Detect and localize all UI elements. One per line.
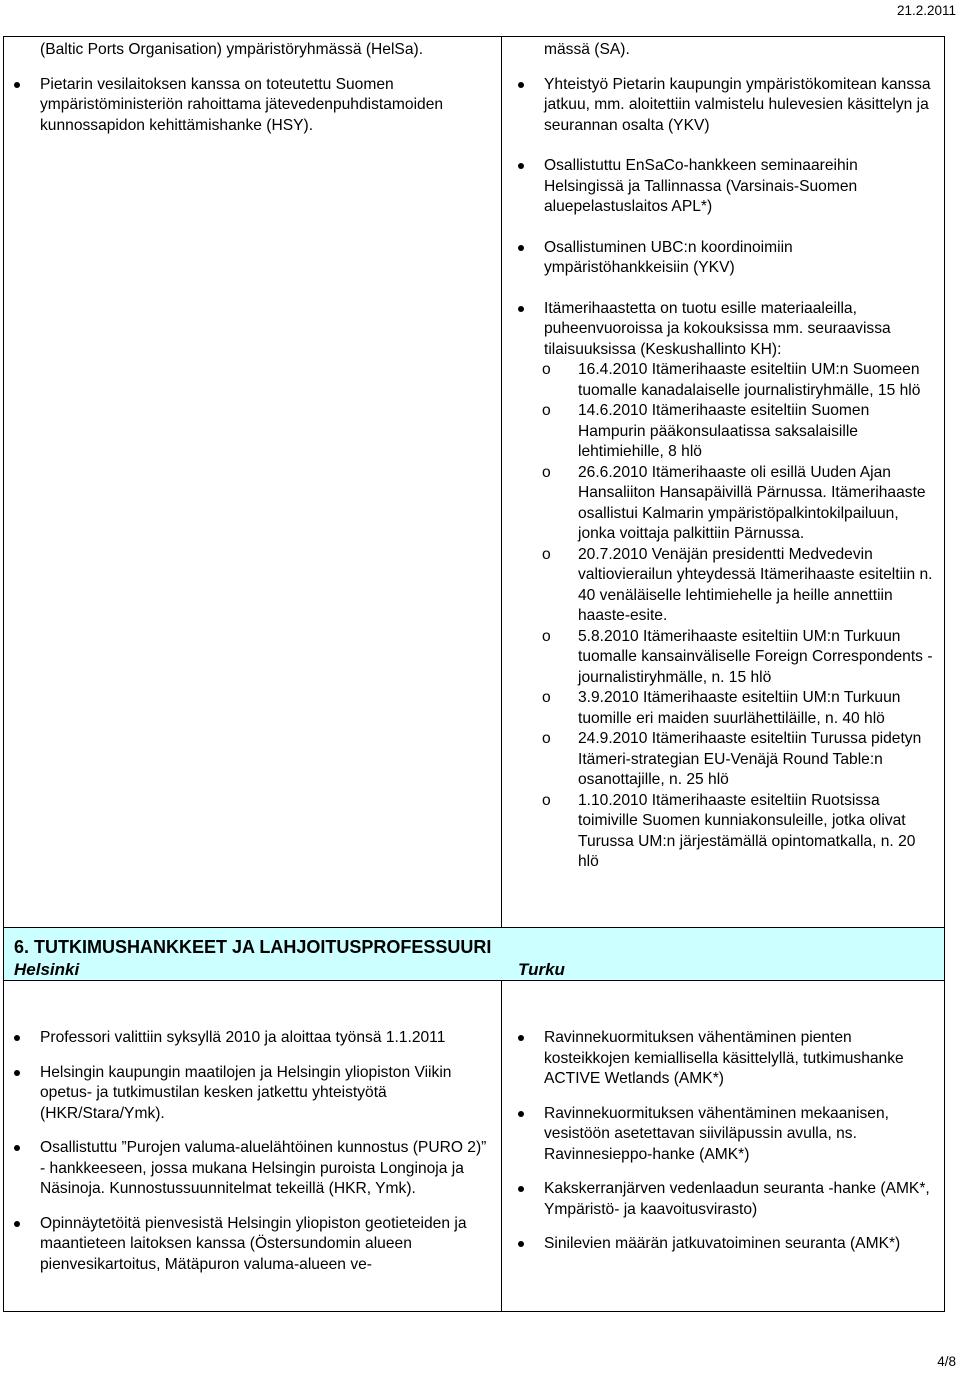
list-item: Yhteistyö Pietarin kaupungin ympäristökomitean kanssa jatkuu, mm. aloitettiin valmistelu hulevesien käsittelyn ja seurannan osalta (YKV) <box>544 75 936 137</box>
sub-item-text: 24.9.2010 Itämerihaaste esiteltiin Turussa pidetyn Itämeri-strategian EU-Venäjä Round Table:n osanottajille, n. 25 hlö <box>578 730 922 788</box>
table-top <box>3 36 945 928</box>
sub-list-item <box>544 688 936 729</box>
list-item: Opinnäytetöitä pienvesistä Helsingin yliopiston geotieteiden ja maantieteen laitoksen kanssa (Östersundomin alueen pienvesikartoitus, Mätäpuron valuma-alueen ve- <box>40 1214 487 1276</box>
list-item: (Baltic Ports Organisation) ympäristöryhmässä (HelSa). <box>40 41 424 58</box>
bottom-left-cell <box>4 981 501 1275</box>
list-item: Osallistuttu ”Purojen valuma-aluelähtöinen kunnostus (PURO 2)” - hankkeeseen, jossa mukana Helsingin puroista Longinoja ja Näsinoja. Kunnostussuunnitelmat tekeillä (HKR, Ymk). <box>40 1138 487 1200</box>
sub-marker: o <box>542 463 551 481</box>
column-title-helsinki: Helsinki <box>14 960 80 979</box>
list-item-text: Itämerihaastetta on tuotu esille materiaaleilla, puheenvuoroissa ja kokouksissa mm. seuraavissa tilaisuuksissa (Keskushallinto KH): <box>544 299 891 358</box>
sub-item-text: 16.4.2010 Itämerihaaste esiteltiin UM:n Suomeen tuomalle kanadalaiselle journalistiryhmälle, 15 hlö <box>578 361 921 399</box>
header-date: 21.2.2011 <box>896 3 956 18</box>
sub-item-text: 5.8.2010 Itämerihaaste esiteltiin UM:n Turkuun tuomalle kansainväliselle Foreign Correspondents -journalistiryhmälle, n. 15 hlö <box>578 627 933 686</box>
sub-item-text: 1.10.2010 Itämerihaaste esiteltiin Ruotsissa toimiville Suomen kunniakonsuleille, jotka olivat Turussa UM:n järjestämällä opintomatkalla, n. 20 hlö <box>578 791 916 870</box>
sub-item-text: 20.7.2010 Venäjän presidentti Medvedevin valtiovierailun yhteydessä Itämerihaaste esiteltiin n. 40 venäläiselle lehtimiehelle ja heille annettiin haaste-esite. <box>578 545 933 624</box>
list-item: Osallistuminen UBC:n koordinoimiin ympäristöhankkeisiin (YKV) <box>544 238 936 279</box>
sub-marker: o <box>542 627 551 645</box>
sub-marker: o <box>542 791 551 809</box>
sub-item-text: 14.6.2010 Itämerihaaste esiteltiin Suomen Hampurin pääkonsulaatissa saksalaisille lehtimiehille, 8 hlö <box>578 402 870 460</box>
sub-list-item <box>544 791 936 873</box>
sub-marker: o <box>542 545 551 563</box>
list-item: Pietarin vesilaitoksen kanssa on toteutettu Suomen ympäristöministeriön rahoittama jätevedenpuhdistamoiden kunnossapidon kehittämishanke (HSY). <box>40 75 487 137</box>
sub-list-item <box>544 627 936 689</box>
page-number: 4/8 <box>937 1353 956 1369</box>
table-bottom <box>3 928 945 1312</box>
section-heading-row <box>4 928 944 981</box>
list-item: mässä (SA). <box>544 41 630 58</box>
top-left-cell <box>4 37 501 136</box>
list-item: Sinilevien määrän jatkuvatoiminen seuranta (AMK*) <box>544 1234 936 1255</box>
list-item: Osallistuttu EnSaCo-hankkeen seminaareihin Helsingissä ja Tallinnassa (Varsinais-Suomen aluepelastuslaitos APL*) <box>544 156 936 218</box>
section-heading: 6. TUTKIMUSHANKKEET JA LAHJOITUSPROFESSUURI <box>14 937 492 957</box>
sub-marker: o <box>542 361 551 378</box>
column-title-turku: Turku <box>518 960 565 979</box>
sub-list-item <box>544 729 936 791</box>
list-item: Ravinnekuormituksen vähentäminen mekaanisen, vesistöön asetettavan siiviläpussin avulla, ns. Ravinnesieppo-hanke (AMK*) <box>544 1104 936 1166</box>
sub-item-text: 3.9.2010 Itämerihaaste esiteltiin UM:n Turkuun tuomille eri maiden suurlähettiläille, n. 40 hlö <box>578 689 901 727</box>
list-item: Helsingin kaupungin maatilojen ja Helsingin yliopiston Viikin opetus- ja tutkimustilan kesken jatkettu yhteistyötä (HKR/Stara/Ymk). <box>40 1063 487 1125</box>
top-right-cell <box>502 37 944 873</box>
sub-list-item <box>544 545 936 627</box>
sub-item-text: 26.6.2010 Itämerihaaste oli esillä Uuden Ajan Hansaliiton Hansapäivillä Pärnussa. Itämerihaaste osallistui Kalmarin ympäristöpalkintokilpailuun, jonka voittaja palkittiin Pärnussa. <box>578 463 926 542</box>
sub-list <box>544 360 936 873</box>
sub-list-item <box>544 360 936 401</box>
sub-list-item <box>544 463 936 545</box>
list-item: Professori valittiin syksyllä 2010 ja aloittaa työnsä 1.1.2011 <box>40 1028 487 1049</box>
sub-list-item <box>544 401 936 463</box>
sub-marker: o <box>542 730 551 747</box>
bottom-right-cell <box>502 981 944 1255</box>
list-item: Ravinnekuormituksen vähentäminen pienten kosteikkojen kemiallisella käsittelyllä, tutkimushanke ACTIVE Wetlands (AMK*) <box>544 1028 936 1090</box>
list-item: Kakskerranjärven vedenlaadun seuranta -hanke (AMK*, Ympäristö- ja kaavoitusvirasto) <box>544 1179 936 1220</box>
list-item <box>544 299 936 873</box>
sub-marker: o <box>542 689 551 706</box>
sub-marker: o <box>542 402 551 419</box>
